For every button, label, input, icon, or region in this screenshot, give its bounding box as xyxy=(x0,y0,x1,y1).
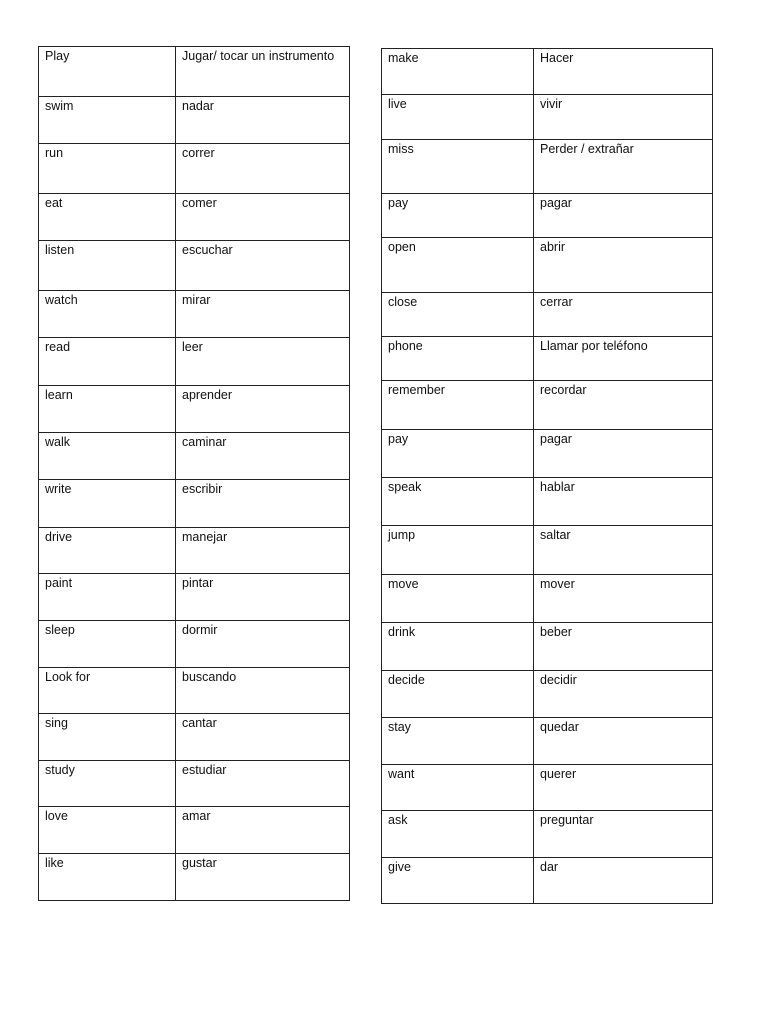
english-word: ask xyxy=(388,813,408,827)
spanish-translation-cell xyxy=(176,97,350,144)
english-word: open xyxy=(388,240,416,254)
table-row xyxy=(382,858,713,904)
spanish-translation-cell xyxy=(534,430,713,478)
english-word: phone xyxy=(388,339,423,353)
spanish-translation: escribir xyxy=(182,482,223,496)
english-word: want xyxy=(388,767,415,781)
spanish-translation: Hacer xyxy=(540,51,574,65)
spanish-translation: pagar xyxy=(540,196,572,210)
spanish-translation-cell xyxy=(534,858,713,904)
table-row xyxy=(382,718,713,765)
spanish-translation: amar xyxy=(182,809,211,823)
spanish-translation: beber xyxy=(540,625,572,639)
spanish-translation-cell xyxy=(176,241,350,291)
english-word-cell xyxy=(382,623,534,671)
spanish-translation-cell xyxy=(176,47,350,97)
table-row xyxy=(39,807,350,854)
english-word: speak xyxy=(388,480,422,494)
table-row xyxy=(382,478,713,526)
spanish-translation: dar xyxy=(540,860,559,874)
spanish-translation: gustar xyxy=(182,856,217,870)
english-word: paint xyxy=(45,576,73,590)
english-word: listen xyxy=(45,243,75,257)
table-row xyxy=(39,338,350,386)
english-word-cell xyxy=(39,668,176,714)
english-word-cell xyxy=(39,621,176,668)
english-word: like xyxy=(45,856,64,870)
spanish-translation: pintar xyxy=(182,576,214,590)
spanish-translation-cell xyxy=(176,761,350,807)
english-word: learn xyxy=(45,388,73,402)
spanish-translation-cell xyxy=(176,194,350,241)
table-row xyxy=(382,526,713,575)
english-word-cell xyxy=(382,95,534,140)
table-row xyxy=(382,140,713,194)
spanish-translation-cell xyxy=(534,623,713,671)
spanish-translation: mirar xyxy=(182,293,211,307)
english-word: give xyxy=(388,860,411,874)
table-row xyxy=(382,293,713,337)
spanish-translation-cell xyxy=(534,293,713,337)
english-word: run xyxy=(45,146,64,160)
spanish-translation-cell xyxy=(534,238,713,293)
english-word-cell xyxy=(382,337,534,381)
spanish-translation: dormir xyxy=(182,623,218,637)
english-word-cell xyxy=(39,714,176,761)
table-row xyxy=(382,238,713,293)
table-row xyxy=(39,854,350,901)
spanish-translation: recordar xyxy=(540,383,587,397)
spanish-translation-cell xyxy=(534,575,713,623)
english-word: miss xyxy=(388,142,414,156)
spanish-translation-cell xyxy=(176,386,350,433)
spanish-translation: Jugar/ tocar un instrumento xyxy=(182,49,335,63)
english-word-cell xyxy=(39,47,176,97)
table-row xyxy=(382,194,713,238)
spanish-translation: pagar xyxy=(540,432,572,446)
english-word-cell xyxy=(382,858,534,904)
spanish-translation: buscando xyxy=(182,670,237,684)
spanish-translation-cell xyxy=(176,807,350,854)
english-word-cell xyxy=(39,241,176,291)
spanish-translation-cell xyxy=(176,574,350,621)
spanish-translation: caminar xyxy=(182,435,227,449)
english-word-cell xyxy=(382,765,534,811)
english-word-cell xyxy=(39,480,176,528)
english-word: Look for xyxy=(45,670,91,684)
table-row xyxy=(382,575,713,623)
english-word: swim xyxy=(45,99,74,113)
table-row xyxy=(39,97,350,144)
table-row xyxy=(382,671,713,718)
spanish-translation-cell xyxy=(534,337,713,381)
table-row xyxy=(39,241,350,291)
spanish-translation-cell xyxy=(176,668,350,714)
spanish-translation-cell xyxy=(534,381,713,430)
english-word-cell xyxy=(39,574,176,621)
table-row xyxy=(39,433,350,480)
english-word-cell xyxy=(39,194,176,241)
english-word: write xyxy=(45,482,72,496)
english-word: eat xyxy=(45,196,63,210)
english-word-cell xyxy=(382,140,534,194)
spanish-translation-cell xyxy=(534,194,713,238)
table-row xyxy=(382,337,713,381)
english-word-cell xyxy=(39,807,176,854)
english-word-cell xyxy=(39,854,176,901)
english-word: sleep xyxy=(45,623,75,637)
table-row xyxy=(39,386,350,433)
table-row xyxy=(382,381,713,430)
table-row xyxy=(382,49,713,95)
spanish-translation-cell xyxy=(176,854,350,901)
english-word-cell xyxy=(39,528,176,574)
table-row xyxy=(39,480,350,528)
spanish-translation: abrir xyxy=(540,240,566,254)
english-word: decide xyxy=(388,673,425,687)
table-row xyxy=(39,761,350,807)
english-word-cell xyxy=(39,761,176,807)
spanish-translation: quedar xyxy=(540,720,579,734)
table-row xyxy=(39,528,350,574)
english-word-cell xyxy=(382,526,534,575)
spanish-translation: Llamar por teléfono xyxy=(540,339,648,353)
english-word: love xyxy=(45,809,68,823)
spanish-translation-cell xyxy=(534,49,713,95)
english-word-cell xyxy=(382,238,534,293)
table-row xyxy=(382,811,713,858)
table-row xyxy=(382,430,713,478)
spanish-translation: cerrar xyxy=(540,295,573,309)
spanish-translation: comer xyxy=(182,196,217,210)
spanish-translation-cell xyxy=(176,144,350,194)
english-word: Play xyxy=(45,49,70,63)
spanish-translation: querer xyxy=(540,767,577,781)
english-word-cell xyxy=(382,430,534,478)
spanish-translation-cell xyxy=(534,671,713,718)
english-word-cell xyxy=(39,291,176,338)
english-word: stay xyxy=(388,720,411,734)
english-word-cell xyxy=(382,49,534,95)
spanish-translation-cell xyxy=(534,811,713,858)
spanish-translation: decidir xyxy=(540,673,577,687)
vocab-table-left xyxy=(38,46,350,901)
english-word: pay xyxy=(388,432,409,446)
english-word-cell xyxy=(382,293,534,337)
english-word-cell xyxy=(382,478,534,526)
english-word: live xyxy=(388,97,407,111)
table-row xyxy=(382,765,713,811)
english-word-cell xyxy=(382,718,534,765)
english-word-cell xyxy=(39,386,176,433)
english-word: read xyxy=(45,340,71,354)
spanish-translation-cell xyxy=(176,433,350,480)
spanish-translation-cell xyxy=(534,95,713,140)
table-row xyxy=(39,291,350,338)
english-word-cell xyxy=(39,338,176,386)
english-word-cell xyxy=(382,381,534,430)
table-row xyxy=(39,194,350,241)
english-word: sing xyxy=(45,716,68,730)
table-row xyxy=(39,621,350,668)
spanish-translation: hablar xyxy=(540,480,575,494)
spanish-translation: leer xyxy=(182,340,203,354)
spanish-translation-cell xyxy=(534,478,713,526)
english-word-cell xyxy=(39,144,176,194)
spanish-translation: vivir xyxy=(540,97,563,111)
english-word: study xyxy=(45,763,75,777)
english-word-cell xyxy=(382,671,534,718)
english-word: drive xyxy=(45,530,73,544)
spanish-translation: mover xyxy=(540,577,575,591)
spanish-translation: saltar xyxy=(540,528,571,542)
spanish-translation-cell xyxy=(176,714,350,761)
spanish-translation: nadar xyxy=(182,99,214,113)
table-row xyxy=(39,574,350,621)
spanish-translation-cell xyxy=(534,140,713,194)
table-row xyxy=(39,714,350,761)
english-word-cell xyxy=(39,433,176,480)
spanish-translation-cell xyxy=(176,338,350,386)
table-row xyxy=(382,623,713,671)
spanish-translation: aprender xyxy=(182,388,233,402)
spanish-translation: Perder / extrañar xyxy=(540,142,634,156)
spanish-translation-cell xyxy=(534,765,713,811)
english-word-cell xyxy=(39,97,176,144)
english-word: walk xyxy=(45,435,71,449)
english-word: move xyxy=(388,577,419,591)
table-row xyxy=(39,144,350,194)
spanish-translation: correr xyxy=(182,146,215,160)
table-row xyxy=(39,668,350,714)
spanish-translation-cell xyxy=(534,718,713,765)
spanish-translation: escuchar xyxy=(182,243,233,257)
spanish-translation-cell xyxy=(176,291,350,338)
spanish-translation: preguntar xyxy=(540,813,594,827)
english-word: jump xyxy=(388,528,416,542)
spanish-translation-cell xyxy=(176,480,350,528)
spanish-translation: cantar xyxy=(182,716,217,730)
english-word-cell xyxy=(382,811,534,858)
english-word-cell xyxy=(382,194,534,238)
english-word: remember xyxy=(388,383,445,397)
spanish-translation: manejar xyxy=(182,530,228,544)
table-row xyxy=(382,95,713,140)
english-word: watch xyxy=(45,293,78,307)
spanish-translation-cell xyxy=(176,621,350,668)
spanish-translation-cell xyxy=(534,526,713,575)
table-row xyxy=(39,47,350,97)
english-word: make xyxy=(388,51,419,65)
spanish-translation-cell xyxy=(176,528,350,574)
english-word-cell xyxy=(382,575,534,623)
english-word: close xyxy=(388,295,418,309)
spanish-translation: estudiar xyxy=(182,763,227,777)
vocab-table-right xyxy=(381,48,713,904)
english-word: drink xyxy=(388,625,416,639)
english-word: pay xyxy=(388,196,409,210)
